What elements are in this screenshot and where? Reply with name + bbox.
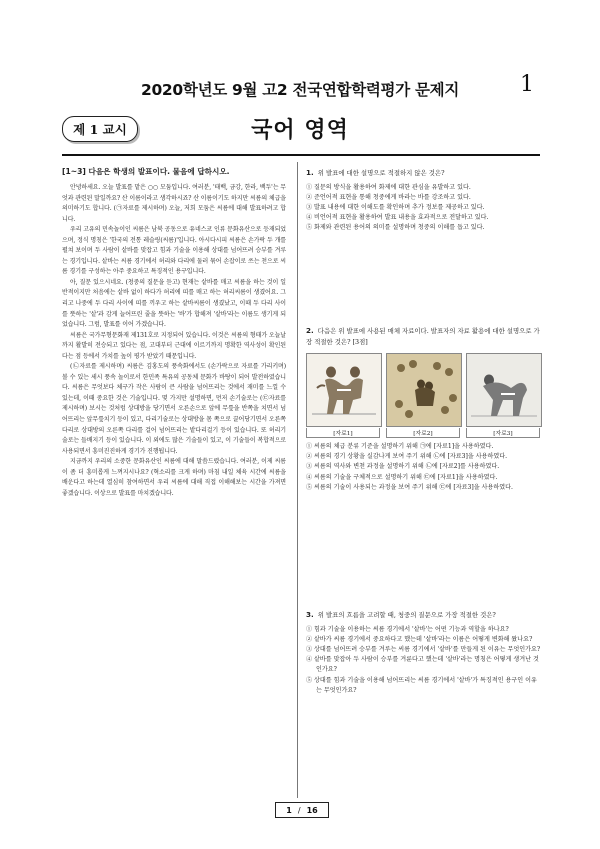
figure-row [306,353,542,438]
page-separator: / [297,805,301,815]
folk-painting-image [386,353,462,427]
question-group-heading: [1~3] 다음은 학생의 발표이다. 물음에 답하시오. [62,167,230,176]
figure-2 [386,353,460,438]
total-pages: 16 [306,805,318,815]
answer-choice[interactable]: ① 힘과 기술을 이용하는 씨름 경기에서 '샅바'는 어떤 기능과 역할을 하나요? [306,625,509,633]
page-indicator [275,802,329,818]
answer-choice[interactable]: ③ 씨름의 역사와 변천 과정을 설명하기 위해 ㉡에 [자료2]를 사용하였다. [306,463,500,471]
answer-choice[interactable]: ① 씨름의 체급 분류 기준을 설명하기 위해 ㉠에 [자료1]을 사용하였다. [306,443,494,450]
exam-title: 2020학년도 9월 고2 전국연합학력평가 문제지 [140,81,460,99]
answer-choice[interactable]: ⑤ 씨름의 기술이 사용되는 과정을 보여 주기 위해 ㉢에 [자료3]을 사용하였다. [306,483,513,491]
figure-caption: [자료3] [466,428,540,438]
column-divider [297,162,298,798]
question-text: 위 발표에 대한 설명으로 적절하지 않은 것은? [317,169,445,177]
question-3 [306,610,542,696]
question-2 [306,326,542,493]
answer-choice[interactable]: ② 씨름의 경기 상황을 실감나게 보여 주기 위해 ㉡에 [자료3]을 사용하였다. [306,453,508,461]
header-rule [62,154,540,156]
figure-caption: [자료2] [386,428,460,438]
page-number: 1 [520,72,534,97]
wrestling-photo-image [466,353,542,427]
passage-column [62,166,286,499]
current-page: 1 [286,805,292,815]
question-stem [306,168,542,179]
answer-choice[interactable]: ⑤ 상대를 힘과 기술을 이용해 넘어뜨리는 씨름 경기에서 '샅바'가 특징적인 용구인 이유는 무엇인가요? [306,676,537,694]
question-text: 위 발표의 흐름을 고려할 때, 청중의 질문으로 가장 적절한 것은? [317,611,496,619]
answer-choice[interactable]: ② 준언어적 표현을 통해 청중에게 바라는 바를 강조하고 있다. [306,193,471,201]
answer-choice[interactable]: ② 샅바가 씨름 경기에서 중요하다고 했는데 '샅바'라는 이름은 어떻게 변화해 왔나요? [306,635,533,643]
question-number: 2. [306,326,314,335]
wrestling-illustration-image [306,353,382,427]
answer-choices [306,442,542,493]
question-stem [306,326,542,347]
question-number: 3. [306,610,314,619]
subject-title: 국어 영역 [251,118,349,143]
figure-1 [306,353,380,438]
question-1 [306,168,542,234]
figure-caption: [자료1] [306,428,380,438]
answer-choice[interactable]: ⑤ 화제와 관련된 용어의 의미를 설명하며 청중의 이해를 돕고 있다. [306,224,485,232]
question-number: 1. [306,168,314,177]
passage-paragraph: 지금까지 우리의 소중한 문화유산인 씨름에 대해 말씀드렸습니다. 여러분, 이제 씨름이 좀 더 흥미롭게 느껴지시나요? (혁소리를 크게 하며) 마침 내일 체육 시간에 씨름을 배운다고 하는데 열심히 참여하면서 우리 씨름에 대해 직접 이해해보는 시간을 가져면 좋겠습니다. 이상으로 발표를 마치겠습니다. [62,458,286,497]
answer-choice[interactable]: ④ 씨름의 기술을 구체적으로 설명하기 위해 ㉢에 [자료1]을 사용하였다. [306,473,498,481]
passage-paragraph: (㉡자료를 제시하며) 씨름은 김홍도의 풍속화에서도 (손가락으로 자료를 가리키며) 볼 수 있는 세시 풍속 놀이로서 한민족 특유의 공동체 문화가 바탕이 되어 발전하였습니다. 씨름은 무엇보다 체구가 작은 사람이 큰 사람을 넘어뜨리는 것에서 재미를 느낄 수 있는데, 이때 중요한 것은 기술입니다. 몇 가지만 설명하면, 먼저 손기술로는 (㉢자료를 제시하며) 보시는 것처럼 상대방을 당기면서 오른손으로 앞에 무릎을 반쪽을 치면서 넘어뜨리는 앞무릎치기 등이 있고, 다리기술로는 상대방을 몸 쪽으로 끌어당기면서 오른쪽 다리로 상대방의 오른쪽 다리를 걸어 넘어뜨리는 밭다리걸기 등이 있습니다. 또 허리기술로는 들배지기 등이 있습니다. 이 외에도 많은 기술들이 있고, 이 기술들이 복합적으로 사용되면서 흥미진진하게 경기가 진행됩니다. [62,363,286,455]
passage-paragraph: 우리 고유의 민속놀이인 씨름은 남북 공동으로 유네스코 인류 문화유산으로 등재되었으며, 정식 명칭은 '한국의 전통 레슬링(씨름)'입니다. 아시다시피 씨름은 손가락 두 개를 펼쳐 보이며 두 사람이 샅바를 맞잡고 힘과 기술을 이용해 상대를 넘어뜨려 승부를 겨루는 경기입니다. 샅바는 씨름 경기에서 허리와 다리에 둘러 묶어 손잡이로 쓰는 천으로 씨름 경기를 구성하는 아주 중요하고 특징적인 용구입니다. [62,226,286,276]
passage-text [62,183,286,499]
answer-choice[interactable]: ④ 비언어적 표현을 활용하여 발표 내용을 효과적으로 전달하고 있다. [306,214,489,222]
session-badge: 제 1 교시 [62,116,138,142]
answer-choice[interactable]: ③ 발표 내용에 대한 이해도를 확인하며 추가 정보를 제공하고 있다. [306,203,485,211]
question-text: 다음은 위 발표에 사용된 매체 자료이다. 발표자의 자료 활용에 대한 설명으로 가장 적절한 것은? [3점] [306,327,540,346]
answer-choice[interactable]: ④ 샅바를 맞잡아 두 사람이 승부를 겨룬다고 했는데 '샅바'라는 명칭은 어떻게 생겨난 것인가요? [306,656,539,674]
passage-paragraph: 안녕하세요. 오늘 발표를 맡은 ○○ 모둠입니다. 여러분, '태백, 금강, 한라, 백두'는 무엇과 관련된 말일까요? 산 이름이라고 생각하시죠? 산 이름이기도 하지만 씨름의 체급을 의미하기도 합니다. (㉠자료를 제시하며) 오늘, 저희 모둠은 씨름에 대해 발표하려고 합니다. [62,184,286,223]
question-stem [306,610,542,621]
answer-choice[interactable]: ① 질문의 방식을 활용하여 화제에 대한 관심을 유발하고 있다. [306,183,471,191]
passage-paragraph: 아, 질문 있으시네요. (청중의 질문을 듣고) 현재는 샅바를 매고 씨름을 하는 것이 일반적이지만 처음에는 샅바 없이 하다가 허리에 띠를 매고 하는 허리씨름이 생겼어요. 그리고 나중에 두 다리 사이에 띠를 끼우고 하는 샅바씨름이 생겼났고, 이때 두 다리 사이를 뜻하는 '샅'과 감게 늘어뜨린 줄을 뜻하는 '바'가 합해져 '샅바'라는 이름도 생기게 되었습니다. 그럼, 발표를 이어 가겠습니다. [62,278,286,329]
passage-paragraph: 씨름은 국가무형문화재 제131호로 지정되어 있습니다. 이것은 씨름의 형태가 오늘날까지 활발히 전승되고 있다는 점, 고대부터 근대에 이르기까지 명확한 역사성이 확인된다는 점 등에서 가치를 높이 평가 받았기 때문입니다. [62,331,286,360]
figure-3 [466,353,540,438]
answer-choices [306,183,542,234]
answer-choice[interactable]: ③ 상대를 넘어뜨려 승부를 겨루는 씨름 경기에서 '샅바'를 만들게 된 이유는 무엇인가요? [306,645,541,653]
answer-choices [306,625,542,696]
